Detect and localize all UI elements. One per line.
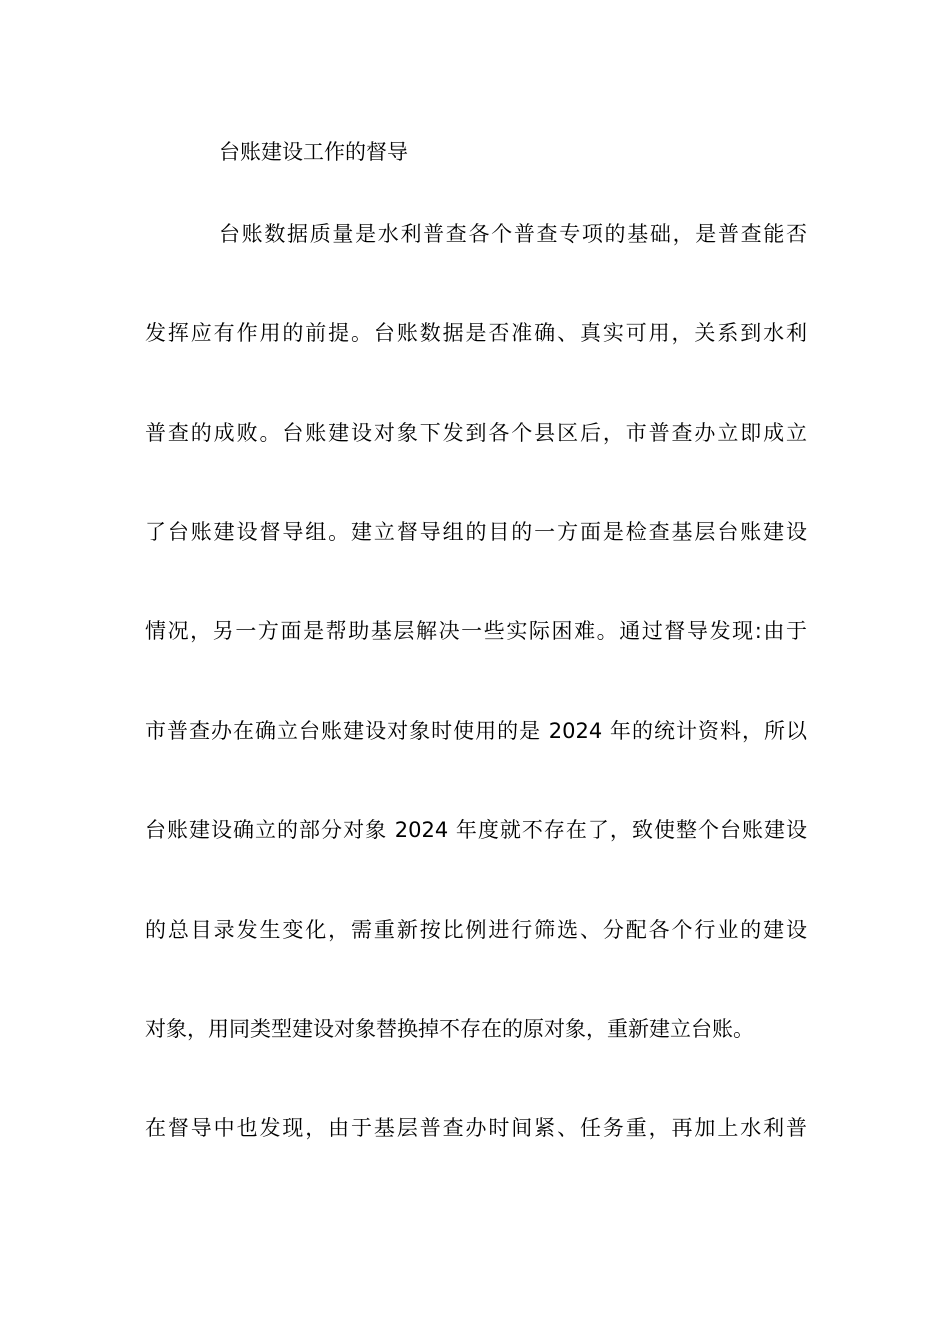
paragraph-line: 市普查办在确立台账建设对象时使用的是 2024 年的统计资料，所以: [145, 719, 807, 743]
paragraph-line: 普查的成败。台账建设对象下发到各个县区后，市普查办立即成立: [145, 421, 807, 445]
paragraph-line: 台账数据质量是水利普查各个普查专项的基础，是普查能否: [219, 222, 807, 246]
paragraph-line: 了台账建设督导组。建立督导组的目的一方面是检查基层台账建设: [145, 520, 807, 544]
paragraph-line: 的总目录发生变化，需重新按比例进行筛选、分配各个行业的建设: [145, 918, 807, 942]
paragraph-line: 情况，另一方面是帮助基层解决一些实际困难。通过督导发现:由于: [145, 619, 807, 643]
paragraph-line: 在督导中也发现，由于基层普查办时间紧、任务重，再加上水利普: [145, 1116, 807, 1140]
section-title: 台账建设工作的督导: [219, 140, 408, 164]
paragraph-line: 发挥应有作用的前提。台账数据是否准确、真实可用，关系到水利: [145, 321, 807, 345]
paragraph-line: 台账建设确立的部分对象 2024 年度就不存在了，致使整个台账建设: [145, 818, 807, 842]
paragraph-line: 对象，用同类型建设对象替换掉不存在的原对象，重新建立台账。: [145, 1017, 754, 1041]
